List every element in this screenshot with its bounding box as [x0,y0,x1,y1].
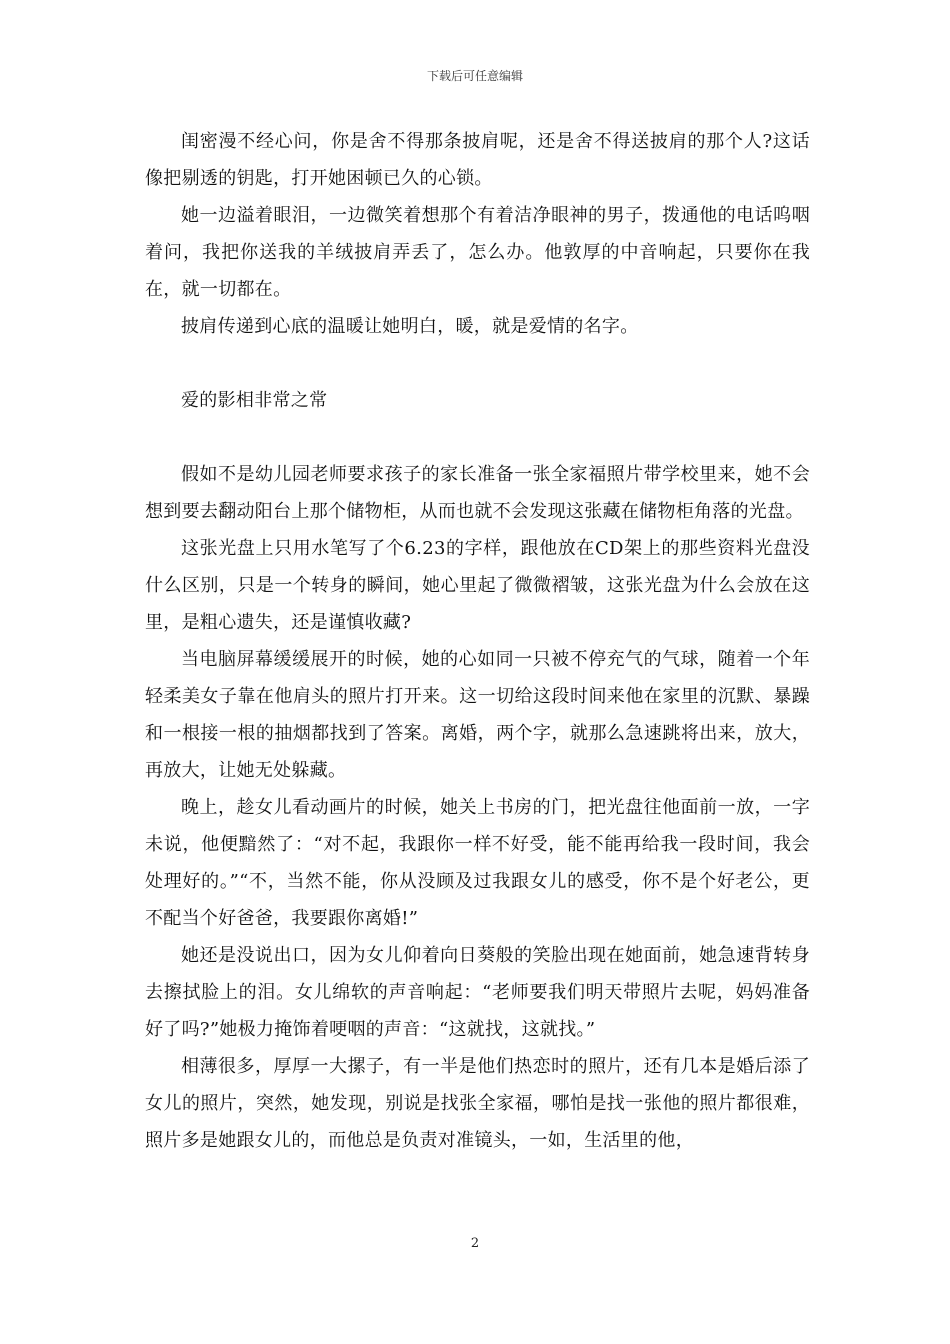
paragraph: 这张光盘上只用水笔写了个6.23的字样，跟他放在CD架上的那些资料光盘没什么区别，只是一个转身的瞬间，她心里起了微微褶皱，这张光盘为什么会放在这里，是粗心遗失，还是谨慎收藏? [145,538,810,633]
paragraph: 她一边溢着眼泪，一边微笑着想那个有着洁净眼神的男子，拨通他的电话呜咽着问，我把你送我的羊绒披肩弄丢了，怎么办。他敦厚的中音响起，只要你在我在，就一切都在。 [145,205,810,300]
paragraph: 相薄很多，厚厚一大摞子，有一半是他们热恋时的照片，还有几本是婚后添了女儿的照片，突然，她发现，别说是找张全家福，哪怕是找一张他的照片都很难，照片多是她跟女儿的，而他总是负责对准镜头，一如，生活里的他， [145,1056,810,1151]
paragraph: 她还是没说出口，因为女儿仰着向日葵般的笑脸出现在她面前，她急速背转身去擦拭脸上的泪。女儿绵软的声音响起：“老师要我们明天带照片去呢，妈妈准备好了吗?”她极力掩饰着哽咽的声音：“这就找，这就找。” [145,945,810,1040]
paragraph: 假如不是幼儿园老师要求孩子的家长准备一张全家福照片带学校里来，她不会想到要去翻动阳台上那个储物柜，从而也就不会发现这张藏在储物柜角落的光盘。 [145,464,810,522]
paragraph: 闺密漫不经心问，你是舍不得那条披肩呢，还是舍不得送披肩的那个人?这话像把剔透的钥匙，打开她困顿已久的心锁。 [145,131,810,189]
section-title: 爱的影相非常之常 [181,390,328,411]
page-number: 2 [470,1236,480,1251]
page-header: 下载后可任意编辑 [426,69,523,83]
blank-line [145,345,810,382]
blank-line [145,419,810,456]
paragraph: 当电脑屏幕缓缓展开的时候，她的心如同一只被不停充气的气球，随着一个年轻柔美女子靠在他肩头的照片打开来。这一切给这段时间来他在家里的沉默、暴躁和一根接一根的抽烟都找到了答案。离婚，两个字，就那么急速跳将出来，放大，再放大，让她无处躲藏。 [145,649,810,781]
document-body [145,123,810,1159]
paragraph: 晚上，趁女儿看动画片的时候，她关上书房的门，把光盘往他面前一放，一字未说，他便黯然了：“对不起，我跟你一样不好受，能不能再给我一段时间，我会处理好的。”“不，当然不能，你从没顾及过我跟女儿的感受，你不是个好老公，更不配当个好爸爸，我要跟你离婚!” [145,797,810,929]
paragraph: 披肩传递到心底的温暖让她明白，暖，就是爱情的名字。 [181,316,639,337]
